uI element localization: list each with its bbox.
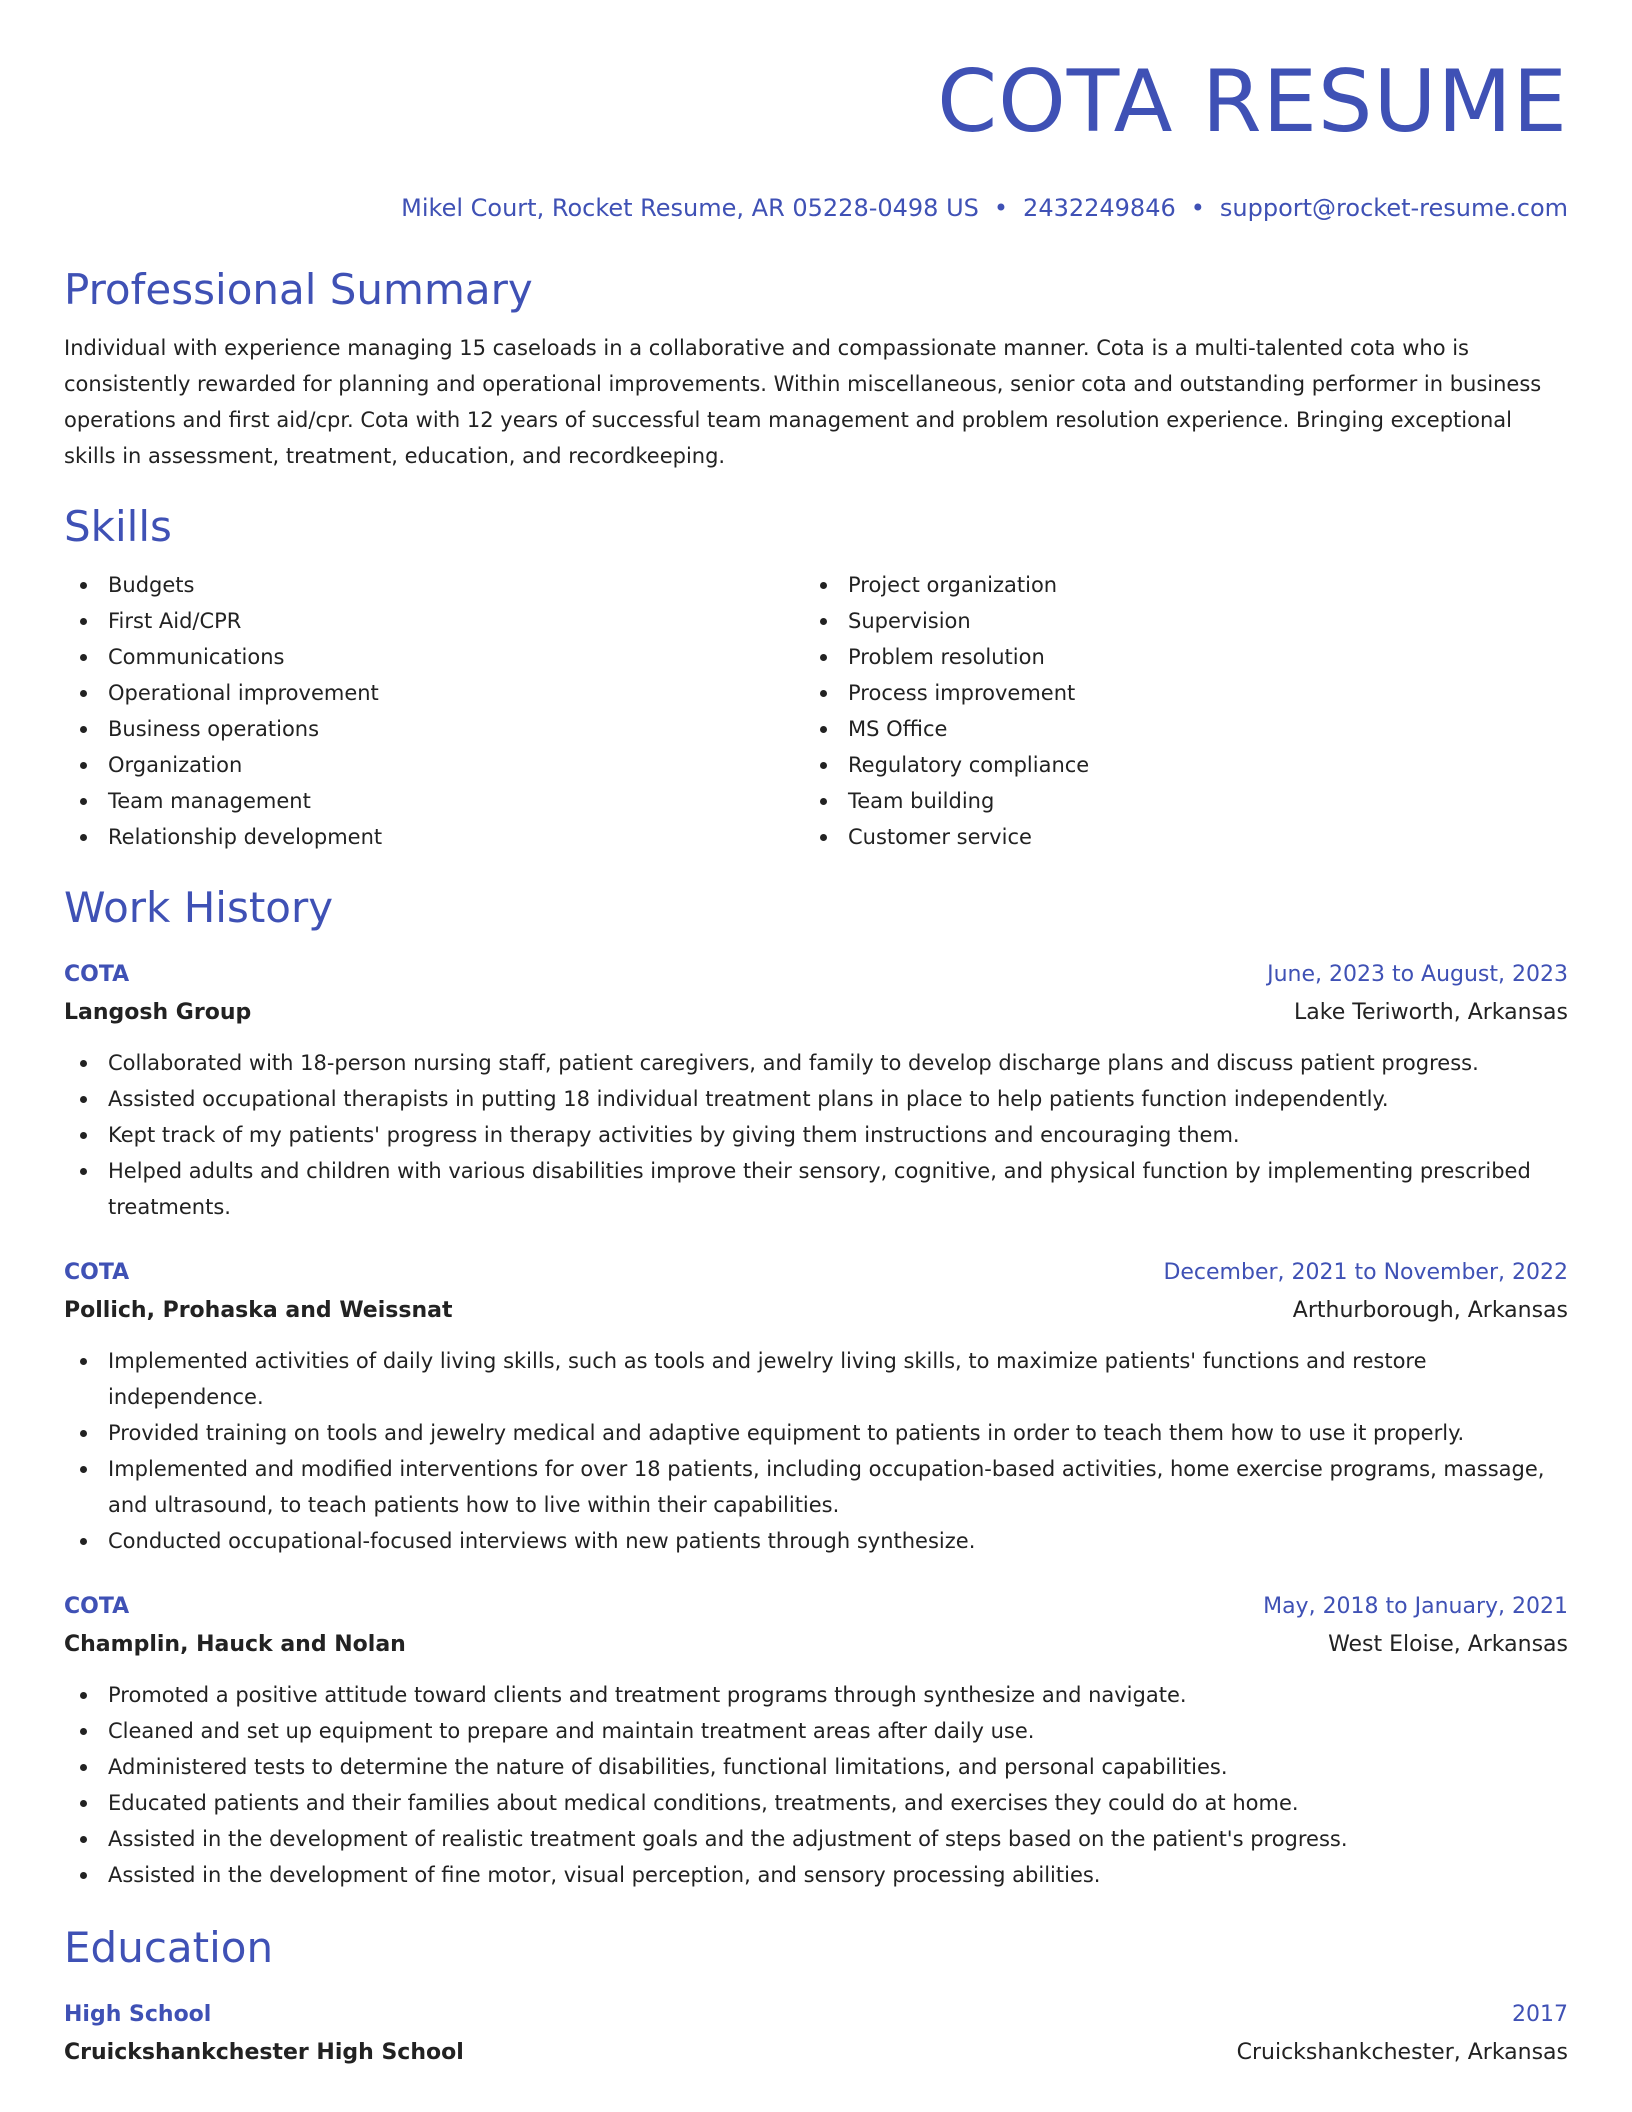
- job-entry: [64, 957, 1568, 1225]
- job-dates: May, 2018 to January, 2021: [1263, 1594, 1568, 1619]
- skill-item: Team management: [64, 783, 804, 819]
- skills-column-left: [64, 567, 804, 855]
- job-title: COTA: [64, 1260, 130, 1285]
- job-dates: June, 2023 to August, 2023: [1267, 962, 1568, 987]
- job-company: Langosh Group: [64, 1000, 252, 1025]
- education-heading: Education: [64, 1923, 274, 1972]
- job-header: [64, 1589, 1568, 1625]
- job-bullets: [64, 1677, 1568, 1893]
- skill-item: Relationship development: [64, 819, 804, 855]
- job-bullet: Kept track of my patients' progress in therapy activities by giving them instructions and encouraging them.: [64, 1117, 1568, 1153]
- job-bullet: Assisted in the development of realistic treatment goals and the adjustment of steps based on the patient's progress.: [64, 1821, 1568, 1857]
- skill-item: MS Office: [804, 711, 1544, 747]
- job-title: COTA: [64, 962, 130, 987]
- education-degree: High School: [64, 2002, 212, 2027]
- education-year: 2017: [1512, 2002, 1568, 2027]
- summary-text: Individual with experience managing 15 caseloads in a collaborative and compassionate manner. Cota is a multi-talented cota who is consistently rewarded for planning and operational improvements. Within miscellaneous, senior cota and outstanding performer in business operations and first aid/cpr. Cota with 12 years of successful team management and problem resolution experience. Bringing exceptional skills in assessment, treatment, education, and recordkeeping.: [64, 336, 1542, 468]
- job-bullet: Administered tests to determine the nature of disabilities, functional limitations, and personal capabilities.: [64, 1749, 1568, 1785]
- education-header: [64, 1997, 1568, 2033]
- job-bullet: Educated patients and their families about medical conditions, treatments, and exercises they could do at home.: [64, 1785, 1568, 1821]
- education-school-row: [64, 2033, 1568, 2073]
- contact-line: [64, 192, 1568, 224]
- job-location: Arthurborough, Arkansas: [1292, 1298, 1568, 1323]
- job-entry: [64, 1589, 1568, 1893]
- job-header: [64, 957, 1568, 993]
- skill-item: Budgets: [64, 567, 804, 603]
- skill-item: Communications: [64, 639, 804, 675]
- skill-item: Organization: [64, 747, 804, 783]
- job-company: Champlin, Hauck and Nolan: [64, 1632, 406, 1657]
- job-bullets: [64, 1343, 1568, 1559]
- contact-address: Mikel Court, Rocket Resume, AR 05228-0498 US: [401, 194, 979, 222]
- job-bullet: Implemented and modified interventions for over 18 patients, including occupation-based activities, home exercise programs, massage, and ultrasound, to teach patients how to live within their capabilities.: [64, 1451, 1568, 1523]
- job-bullet: Conducted occupational-focused interviews with new patients through synthesize.: [64, 1523, 1568, 1559]
- skill-item: Regulatory compliance: [804, 747, 1544, 783]
- skill-item: Operational improvement: [64, 675, 804, 711]
- job-title: COTA: [64, 1594, 130, 1619]
- job-location: West Eloise, Arkansas: [1328, 1632, 1568, 1657]
- job-company: Pollich, Prohaska and Weissnat: [64, 1298, 453, 1323]
- skills-heading: Skills: [64, 502, 172, 551]
- skill-item: First Aid/CPR: [64, 603, 804, 639]
- education-school: Cruickshankchester High School: [64, 2040, 464, 2065]
- job-bullet: Assisted in the development of fine motor, visual perception, and sensory processing abilities.: [64, 1857, 1568, 1893]
- job-bullet: Assisted occupational therapists in putting 18 individual treatment plans in place to help patients function independently.: [64, 1081, 1568, 1117]
- skill-item: Problem resolution: [804, 639, 1544, 675]
- contact-separator: •: [993, 194, 1009, 222]
- skill-item: Project organization: [804, 567, 1544, 603]
- job-dates: December, 2021 to November, 2022: [1163, 1260, 1568, 1285]
- job-employer-row: [64, 1291, 1568, 1331]
- resume-name: COTA RESUME: [937, 52, 1568, 152]
- job-location: Lake Teriworth, Arkansas: [1294, 1000, 1568, 1025]
- job-bullet: Implemented activities of daily living skills, such as tools and jewelry living skills, to maximize patients' functions and restore independence.: [64, 1343, 1568, 1415]
- skills-column-right: [804, 567, 1544, 855]
- work-history-heading: Work History: [64, 883, 334, 932]
- job-bullet: Helped adults and children with various disabilities improve their sensory, cognitive, and physical function by implementing prescribed treatments.: [64, 1153, 1568, 1225]
- job-entry: [64, 1255, 1568, 1559]
- job-bullet: Cleaned and set up equipment to prepare and maintain treatment areas after daily use.: [64, 1713, 1568, 1749]
- summary-heading: Professional Summary: [64, 265, 533, 314]
- skill-item: Customer service: [804, 819, 1544, 855]
- job-employer-row: [64, 993, 1568, 1033]
- education-location: Cruickshankchester, Arkansas: [1236, 2040, 1568, 2065]
- skill-item: Business operations: [64, 711, 804, 747]
- education-entry: [64, 1997, 1568, 2073]
- job-employer-row: [64, 1625, 1568, 1665]
- skill-item: Team building: [804, 783, 1544, 819]
- job-bullet: Promoted a positive attitude toward clients and treatment programs through synthesize and navigate.: [64, 1677, 1568, 1713]
- contact-separator: •: [1190, 194, 1205, 222]
- job-bullet: Collaborated with 18-person nursing staff, patient caregivers, and family to develop discharge plans and discuss patient progress.: [64, 1045, 1568, 1081]
- job-bullets: [64, 1045, 1568, 1225]
- skills-list: [64, 567, 1568, 855]
- skill-item: Supervision: [804, 603, 1544, 639]
- job-header: [64, 1255, 1568, 1291]
- contact-email: support@rocket-resume.com: [1219, 194, 1568, 222]
- job-bullet: Provided training on tools and jewelry medical and adaptive equipment to patients in order to teach them how to use it properly.: [64, 1415, 1568, 1451]
- skill-item: Process improvement: [804, 675, 1544, 711]
- contact-phone: 2432249846: [1023, 194, 1176, 222]
